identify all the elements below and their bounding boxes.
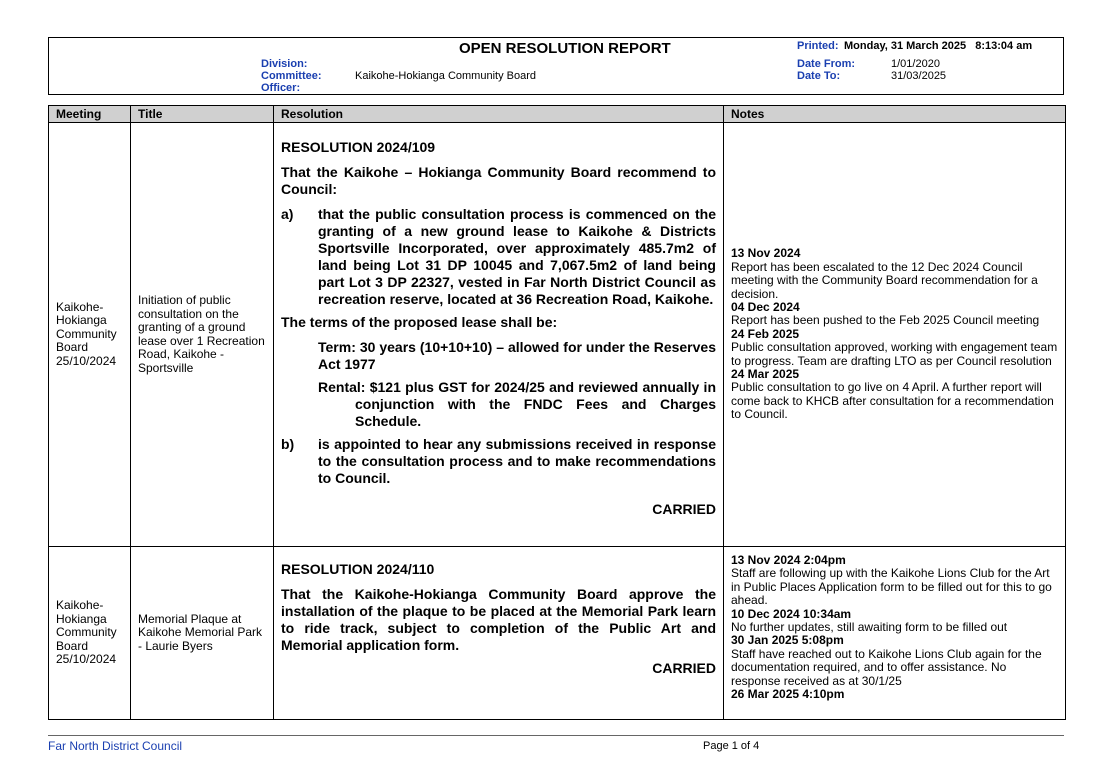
meeting-line: Community (56, 326, 117, 341)
note-entry (731, 554, 1058, 608)
note-entry (731, 328, 1058, 368)
note-text: Report has been escalated to the 12 Dec 2024 Council meeting with the Community Board recommendation for a decision. (731, 259, 1038, 301)
title-line: Initiation of public (138, 293, 231, 307)
note-entry (731, 608, 1058, 635)
page-number: Page 1 of 4 (703, 740, 760, 752)
date-to-label: Date To: (797, 70, 841, 82)
note-text: Staff are following up with the Kaikohe Lions Club for the Art in Public Places Application form to be filled out for this to go ahead. (731, 566, 1052, 608)
item-label: b) (281, 436, 295, 452)
item-text: that the public consultation process is commenced on the granting of a new ground lease to Kaikohe & Districts Sportsville Incorporated, over approximately 485.7m2 of land being Lot 31 DP 10045 and 7,067.5m2 of land being part Lot 3 DP 22327, vested in Far North District Council as recreation reserve, located at 36 Recreation Road, Kaikohe. (318, 206, 716, 307)
title-line: Sportsville (138, 360, 194, 375)
resolution-number: RESOLUTION 2024/109 (281, 139, 436, 155)
printed-value: Monday, 31 March 2025 8:13:04 am (844, 40, 1033, 52)
report-title: OPEN RESOLUTION REPORT (459, 40, 671, 57)
meeting-date: 25/10/2024 (56, 353, 117, 368)
note-date: 24 Mar 2025 (731, 367, 800, 382)
meeting-cell (49, 123, 131, 547)
note-text: Staff have reached out to Kaikohe Lions Club again for the documentation required, and to offer assistance. No response received as at 30/1/25 (731, 646, 1042, 688)
note-date: 10 Dec 2024 10:34am (731, 606, 852, 621)
note-date: 13 Nov 2024 2:04pm (731, 553, 846, 567)
note-text: No further updates, still awaiting form to be filled out (731, 620, 1008, 635)
meeting-line: Board (56, 340, 89, 355)
meeting-date: 25/10/2024 (56, 652, 117, 667)
title-line: Kaikohe Memorial Park (138, 625, 263, 640)
meeting-line: Kaikohe- (56, 598, 104, 613)
lease-term: Term: 30 years (10+10+10) – allowed for under the Reserves Act 1977 (318, 339, 716, 372)
note-entry (731, 634, 1058, 688)
table-row (49, 123, 1066, 547)
date-to-value: 31/03/2025 (891, 70, 947, 82)
table-row (49, 547, 1066, 720)
carried-label: CARRIED (652, 501, 716, 517)
resolution-cell (274, 123, 724, 547)
title-line: granting of a ground (138, 320, 246, 334)
note-entry (731, 688, 1058, 701)
notes-cell (724, 123, 1066, 547)
note-date: 13 Nov 2024 (731, 246, 801, 261)
date-from-label: Date From: (797, 58, 856, 70)
committee-label: Committee: (261, 70, 322, 82)
resolutions-table (48, 105, 1066, 720)
title-line: consultation on the (138, 306, 239, 321)
note-date: 24 Feb 2025 (731, 326, 800, 341)
officer-label: Officer: (261, 82, 301, 94)
note-date: 30 Jan 2025 5:08pm (731, 633, 844, 648)
title-cell (131, 547, 274, 720)
note-entry (731, 368, 1058, 422)
item-text: is appointed to hear any submissions received in response to the consultation process and to make recommendations to Council. (318, 436, 716, 486)
terms-heading: The terms of the proposed lease shall be: (281, 314, 558, 330)
carried-label: CARRIED (652, 660, 716, 676)
resolution-item-b (281, 436, 716, 487)
note-entry (731, 247, 1058, 301)
resolution-intro: That the Kaikohe-Hokianga Community Board approve the installation of the plaque to be placed at the Memorial Park learn to ride track, subject to completion of the Public Art and Memorial application form. (281, 586, 716, 653)
meeting-line: Board (56, 638, 89, 653)
note-text: Public consultation to go live on 4 April. A further report will come back to KHCB after consultation for a recommendation to Council. (731, 380, 1054, 422)
title-cell (131, 123, 274, 547)
note-entry (731, 301, 1058, 328)
footer-divider (48, 735, 1064, 736)
resolution-number: RESOLUTION 2024/110 (281, 561, 435, 577)
note-date: 26 Mar 2025 4:10pm (731, 687, 845, 702)
title-line: - Laurie Byers (138, 638, 213, 653)
meeting-line: Hokianga (56, 313, 107, 328)
note-text: Report has been pushed to the Feb 2025 Council meeting (731, 313, 1040, 328)
resolution-item-a (281, 206, 716, 308)
printed-label: Printed: (797, 40, 839, 52)
title-line: lease over 1 Recreation (138, 333, 265, 348)
title-line: Memorial Plaque at (138, 611, 242, 626)
column-header-meeting: Meeting (49, 106, 131, 123)
notes-cell (724, 547, 1066, 720)
note-text: Public consultation approved, working with engagement team to progress. Team are drafting LTO as per Council resolution (731, 340, 1058, 368)
table-header-row (49, 106, 1066, 123)
date-from-value: 1/01/2020 (891, 58, 940, 70)
resolution-cell (274, 547, 724, 720)
column-header-title: Title (131, 106, 274, 123)
lease-rental: Rental: $121 plus GST for 2024/25 and reviewed annually in conjunction with the FNDC Fees and Charges Schedule. (318, 379, 716, 429)
column-header-resolution: Resolution (274, 106, 724, 123)
committee-value: Kaikohe-Hokianga Community Board (355, 70, 536, 82)
report-header (48, 37, 1064, 95)
meeting-line: Community (56, 625, 117, 640)
meeting-line: Hokianga (56, 611, 107, 626)
note-date: 04 Dec 2024 (731, 299, 800, 314)
resolution-intro: That the Kaikohe – Hokianga Community Board recommend to Council: (281, 164, 716, 197)
meeting-cell (49, 547, 131, 720)
division-label: Division: (261, 58, 308, 70)
title-line: Road, Kaikohe - (138, 347, 225, 361)
meeting-line: Kaikohe- (56, 299, 104, 314)
footer-organisation: Far North District Council (48, 739, 183, 753)
item-label: a) (281, 206, 294, 222)
column-header-notes: Notes (724, 106, 1066, 123)
